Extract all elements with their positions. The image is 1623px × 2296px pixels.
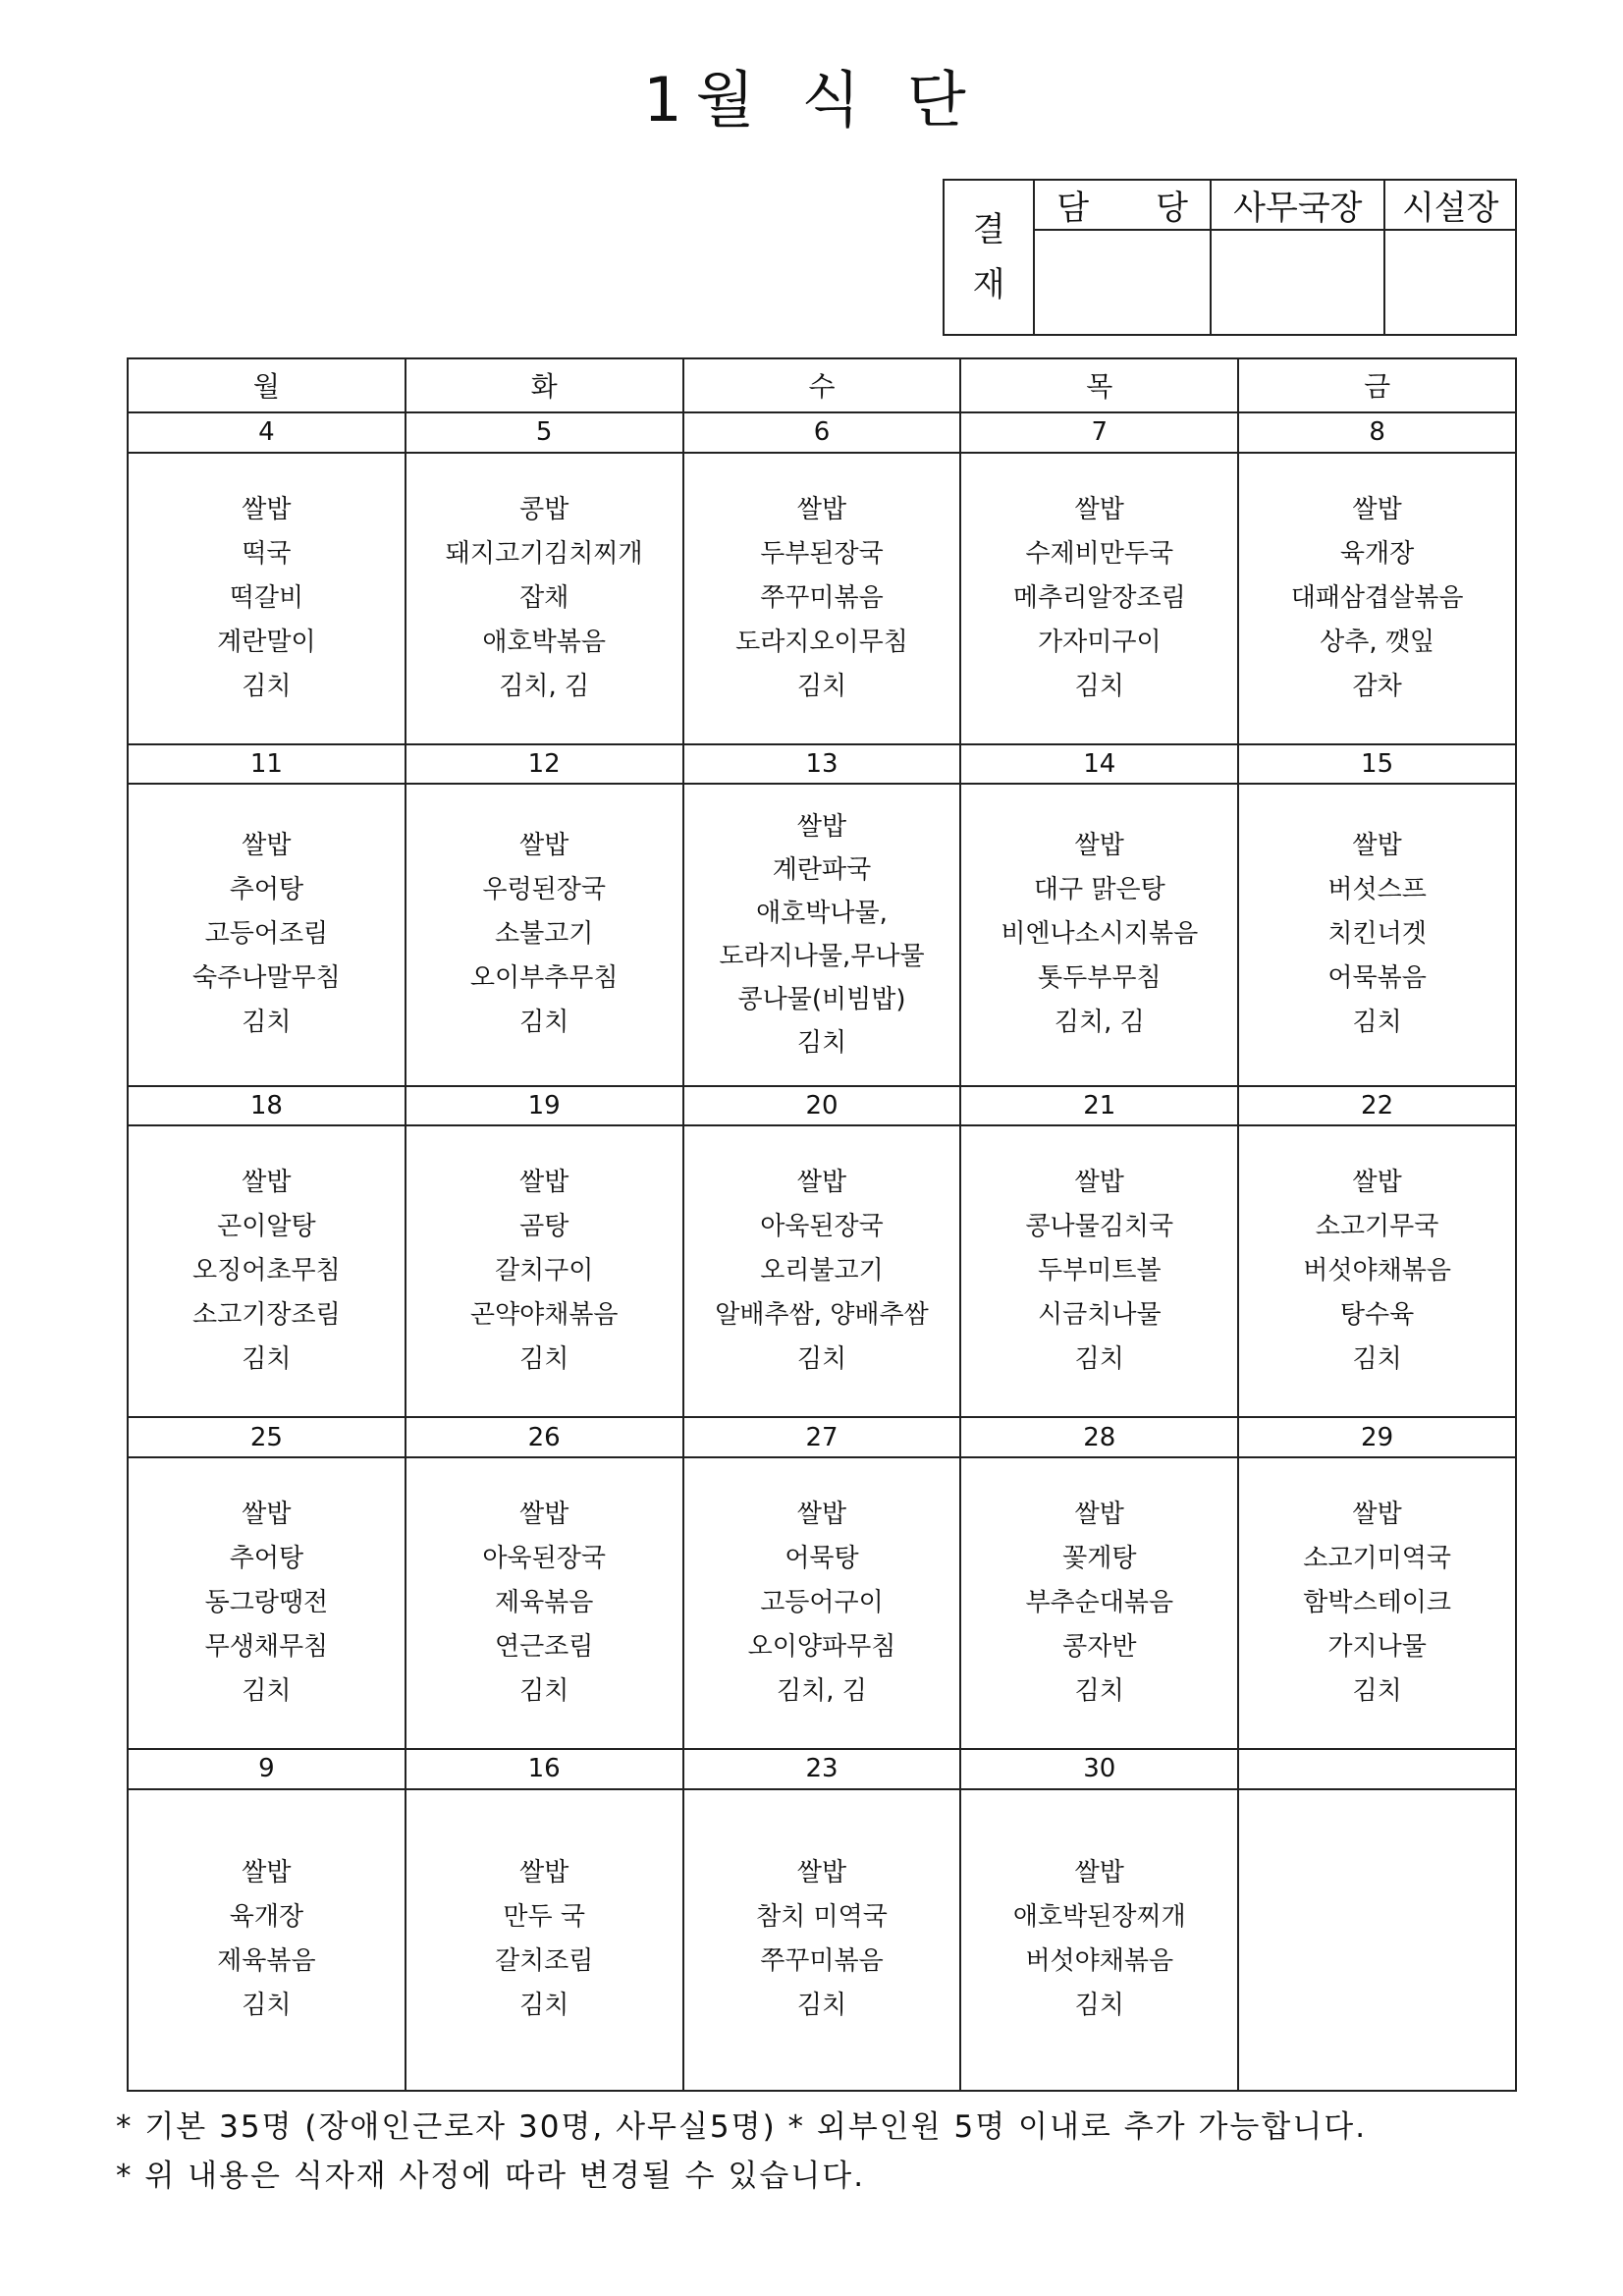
approval-role-secretary-general: 사무국장	[1211, 180, 1384, 230]
dish-item: 가자미구이	[1037, 627, 1162, 657]
dish-item: 제육볶음	[217, 1946, 316, 1977]
approval-box	[943, 179, 1517, 336]
approval-sign-manager	[1034, 230, 1211, 335]
dish-item: 톳두부무침	[1037, 963, 1162, 994]
dish-item: 무생채무침	[204, 1632, 329, 1662]
dish-list	[1239, 824, 1515, 1045]
dish-item: 추어탕	[229, 1544, 304, 1573]
dish-item: 아욱된장국	[482, 1544, 606, 1573]
weekday-wed: 수	[683, 358, 961, 412]
date-cell: 14	[960, 744, 1238, 785]
dish-item: 김치	[519, 1008, 569, 1038]
dish-item: 오리불고기	[760, 1256, 884, 1286]
meal-cell	[960, 1457, 1238, 1749]
date-cell: 18	[128, 1086, 406, 1126]
approval-role-manager: 담 당	[1034, 180, 1211, 230]
dish-item: 소고기무국	[1315, 1212, 1439, 1242]
dish-item: 소고기장조림	[192, 1300, 341, 1331]
dish-item: 애호박된장찌개	[1012, 1902, 1186, 1933]
weekday-header-row	[128, 358, 1516, 412]
meal-cell	[406, 1789, 683, 2091]
dish-item: 콩나물(비빔밥)	[737, 984, 906, 1014]
dish-item: 쌀밥	[1074, 1168, 1124, 1198]
dish-item: 쌀밥	[519, 1168, 569, 1198]
meal-cell	[128, 1125, 406, 1417]
dish-item: 김치, 김	[499, 671, 590, 701]
dish-list	[1239, 1161, 1515, 1382]
meal-cell	[128, 784, 406, 1085]
page-title: 1월 식 단	[643, 64, 980, 136]
dish-item: 추어탕	[229, 875, 304, 905]
dish-list	[684, 1161, 960, 1382]
dish-item: 김치	[1352, 1344, 1402, 1375]
dish-item: 오징어초무침	[192, 1256, 341, 1286]
meal-cell	[1238, 1125, 1516, 1417]
dish-item: 곤이알탕	[217, 1212, 316, 1242]
dish-item: 가지나물	[1327, 1632, 1427, 1662]
dish-item: 애호박나물,	[756, 898, 888, 928]
dish-item: 김치	[796, 1991, 847, 2021]
date-cell: 16	[406, 1749, 683, 1789]
approval-sign-director	[1384, 230, 1516, 335]
meal-row	[128, 1789, 1516, 2091]
approval-label	[944, 180, 1034, 335]
date-cell: 7	[960, 412, 1238, 453]
dish-item: 떡국	[242, 538, 292, 569]
dish-item: 비엔나소시지볶음	[1001, 919, 1199, 950]
dish-item: 김치	[796, 671, 847, 701]
weekday-tue: 화	[406, 358, 683, 412]
dish-item: 돼지고기김치찌개	[445, 538, 643, 569]
dish-item: 쌀밥	[519, 831, 569, 861]
dish-item: 두부된장국	[760, 538, 884, 569]
dish-item: 쌀밥	[796, 811, 847, 842]
meal-cell	[960, 784, 1238, 1085]
weekday-fri: 금	[1238, 358, 1516, 412]
dish-item: 쌀밥	[1074, 831, 1124, 861]
dish-item: 우렁된장국	[482, 875, 606, 905]
dish-list	[961, 1493, 1237, 1714]
dish-item: 오이부추무침	[469, 963, 619, 994]
dish-item: 쭈꾸미볶음	[760, 1946, 884, 1977]
menu-table	[127, 357, 1517, 2092]
dish-item: 제육볶음	[494, 1588, 594, 1617]
dish-item: 함박스테이크	[1303, 1588, 1451, 1617]
dish-item: 김치	[242, 1008, 292, 1038]
date-cell: 29	[1238, 1417, 1516, 1457]
dish-item: 계란말이	[217, 627, 316, 657]
dish-item: 버섯야채볶음	[1303, 1256, 1451, 1286]
meal-row	[128, 1125, 1516, 1417]
dish-item: 쌀밥	[796, 494, 847, 524]
date-cell: 11	[128, 744, 406, 785]
dish-item: 부추순대볶음	[1025, 1588, 1174, 1617]
dish-item: 육개장	[1339, 538, 1415, 569]
date-cell: 15	[1238, 744, 1516, 785]
meal-cell	[1238, 1789, 1516, 2091]
dish-item: 쌀밥	[519, 1500, 569, 1529]
note-change-notice: * 위 내용은 식자재 사정에 따라 변경될 수 있습니다.	[116, 2159, 866, 2194]
dish-item: 버섯스프	[1327, 875, 1427, 905]
approval-label-line2: 재	[972, 265, 1005, 304]
dish-item: 쌀밥	[1074, 494, 1124, 524]
dish-item: 콩자반	[1062, 1632, 1137, 1662]
dish-item: 쌀밥	[1352, 494, 1402, 524]
date-cell: 28	[960, 1417, 1238, 1457]
dish-item: 김치	[1074, 671, 1124, 701]
dish-item: 도라지나물,무나물	[719, 941, 925, 971]
meal-cell	[683, 1125, 961, 1417]
date-cell: 4	[128, 412, 406, 453]
dish-item: 대패삼겹살볶음	[1290, 582, 1464, 613]
date-row	[128, 1417, 1516, 1457]
dish-item: 고등어조림	[204, 919, 329, 950]
dish-item: 소불고기	[494, 919, 594, 950]
dish-item: 쌀밥	[242, 494, 292, 524]
dish-item: 버섯야채볶음	[1025, 1946, 1174, 1977]
dish-item: 김치, 김	[777, 1676, 867, 1706]
date-cell: 6	[683, 412, 961, 453]
dish-item: 김치	[242, 1676, 292, 1706]
dish-item: 쌀밥	[1352, 831, 1402, 861]
meal-cell	[683, 1789, 961, 2091]
date-cell: 20	[683, 1086, 961, 1126]
dish-item: 잡채	[519, 582, 569, 613]
dish-list	[961, 1851, 1237, 2028]
meal-cell	[1238, 1457, 1516, 1749]
dish-item: 쌀밥	[242, 1168, 292, 1198]
date-cell: 23	[683, 1749, 961, 1789]
dish-list	[406, 1161, 682, 1382]
dish-item: 쌀밥	[242, 1858, 292, 1888]
dish-item: 아욱된장국	[760, 1212, 884, 1242]
date-row	[128, 744, 1516, 785]
dish-item: 탕수육	[1339, 1300, 1415, 1331]
dish-item: 연근조림	[494, 1632, 594, 1662]
dish-item: 참치 미역국	[756, 1902, 888, 1933]
date-cell: 30	[960, 1749, 1238, 1789]
dish-list	[1239, 1493, 1515, 1714]
dish-item: 오이양파무침	[747, 1632, 896, 1662]
dish-item: 치킨너겟	[1327, 919, 1427, 950]
dish-list	[684, 805, 960, 1065]
dish-item: 쌀밥	[519, 1858, 569, 1888]
meal-cell	[406, 784, 683, 1085]
date-cell: 13	[683, 744, 961, 785]
dish-item: 김치	[242, 671, 292, 701]
dish-item: 숙주나말무침	[192, 963, 341, 994]
meal-row	[128, 1457, 1516, 1749]
date-cell: 12	[406, 744, 683, 785]
dish-item: 수제비만두국	[1025, 538, 1174, 569]
meal-cell	[1238, 784, 1516, 1085]
dish-list	[684, 488, 960, 709]
dish-list	[406, 1851, 682, 2028]
dish-item: 알배추쌈, 양배추쌈	[715, 1300, 929, 1331]
dish-item: 김치	[519, 1676, 569, 1706]
dish-item: 떡갈비	[229, 582, 304, 613]
meal-row	[128, 453, 1516, 744]
dish-item: 김치	[242, 1344, 292, 1375]
dish-item: 김치	[1074, 1991, 1124, 2021]
dish-item: 쌀밥	[796, 1168, 847, 1198]
meal-cell	[960, 1789, 1238, 2091]
dish-list	[129, 488, 405, 709]
date-cell: 22	[1238, 1086, 1516, 1126]
meal-row	[128, 784, 1516, 1085]
dish-list	[129, 824, 405, 1045]
meal-cell	[406, 453, 683, 744]
dish-item: 갈치조림	[494, 1946, 594, 1977]
dish-item: 쌀밥	[1352, 1168, 1402, 1198]
dish-item: 도라지오이무침	[735, 627, 908, 657]
dish-item: 김치	[242, 1991, 292, 2021]
weekday-thu: 목	[960, 358, 1238, 412]
date-cell: 25	[128, 1417, 406, 1457]
dish-item: 고등어구이	[760, 1588, 884, 1617]
date-cell: 19	[406, 1086, 683, 1126]
dish-list	[961, 1161, 1237, 1382]
date-cell: 5	[406, 412, 683, 453]
dish-list	[406, 824, 682, 1045]
date-cell	[1238, 1749, 1516, 1789]
approval-label-line1: 결	[972, 210, 1005, 249]
meal-cell	[406, 1125, 683, 1417]
meal-cell	[406, 1457, 683, 1749]
dish-item: 김치	[1074, 1676, 1124, 1706]
dish-list	[684, 1851, 960, 2028]
dish-item: 김치	[796, 1344, 847, 1375]
dish-item: 두부미트볼	[1037, 1256, 1162, 1286]
dish-item: 대구 맑은탕	[1033, 875, 1165, 905]
dish-item: 곰탕	[519, 1212, 569, 1242]
date-cell: 27	[683, 1417, 961, 1457]
date-row	[128, 412, 1516, 453]
dish-item: 상추, 깻잎	[1320, 627, 1435, 657]
dish-item: 쌀밥	[1352, 1500, 1402, 1529]
dish-item: 김치	[519, 1344, 569, 1375]
meal-cell	[1238, 453, 1516, 744]
dish-item: 김치	[1352, 1676, 1402, 1706]
dish-item: 어묵볶음	[1327, 963, 1427, 994]
dish-item: 동그랑땡전	[204, 1588, 329, 1617]
date-cell: 21	[960, 1086, 1238, 1126]
dish-item: 김치	[796, 1027, 847, 1058]
dish-item: 육개장	[229, 1902, 304, 1933]
date-cell: 26	[406, 1417, 683, 1457]
meal-cell	[683, 1457, 961, 1749]
meal-cell	[128, 1457, 406, 1749]
weekday-mon: 월	[128, 358, 406, 412]
dish-item: 김치, 김	[1054, 1008, 1145, 1038]
dish-list	[129, 1161, 405, 1382]
dish-item: 콩나물김치국	[1025, 1212, 1174, 1242]
dish-item: 어묵탕	[784, 1544, 859, 1573]
dish-item: 만두 국	[503, 1902, 585, 1933]
dish-list	[961, 488, 1237, 709]
dish-item: 갈치구이	[494, 1256, 594, 1286]
dish-list	[1239, 488, 1515, 709]
note-capacity: * 기본 35명 (장애인근로자 30명, 사무실5명) * 외부인원 5명 이내로 추가 가능합니다.	[116, 2109, 1368, 2145]
dish-item: 계란파국	[772, 854, 872, 885]
dish-item: 쌀밥	[1074, 1858, 1124, 1888]
dish-list	[406, 488, 682, 709]
dish-item: 쌀밥	[796, 1858, 847, 1888]
dish-item: 애호박볶음	[482, 627, 606, 657]
meal-cell	[128, 1789, 406, 2091]
meal-cell	[683, 453, 961, 744]
dish-item: 김치	[519, 1991, 569, 2021]
meal-cell	[683, 784, 961, 1085]
meal-cell	[960, 1125, 1238, 1417]
date-cell: 8	[1238, 412, 1516, 453]
dish-list	[129, 1851, 405, 2028]
dish-list	[406, 1493, 682, 1714]
dish-item: 쌀밥	[1074, 1500, 1124, 1529]
date-row	[128, 1086, 1516, 1126]
dish-item: 쌀밥	[242, 831, 292, 861]
dish-item: 시금치나물	[1037, 1300, 1162, 1331]
dish-item: 콩밥	[519, 494, 569, 524]
dish-item: 소고기미역국	[1303, 1544, 1451, 1573]
dish-item: 메추리알장조림	[1012, 582, 1186, 613]
date-cell: 9	[128, 1749, 406, 1789]
dish-item: 곤약야채볶음	[469, 1300, 619, 1331]
dish-item: 김치	[1074, 1344, 1124, 1375]
dish-item: 김치	[1352, 1008, 1402, 1038]
dish-item: 쌀밥	[242, 1500, 292, 1529]
approval-role-director: 시설장	[1384, 180, 1516, 230]
dish-item: 쭈꾸미볶음	[760, 582, 884, 613]
dish-item: 꽃게탕	[1062, 1544, 1137, 1573]
meal-cell	[128, 453, 406, 744]
dish-item: 쌀밥	[796, 1500, 847, 1529]
approval-sign-secretary-general	[1211, 230, 1384, 335]
dish-item: 감차	[1352, 671, 1402, 701]
dish-list	[961, 824, 1237, 1045]
dish-list	[684, 1493, 960, 1714]
dish-list	[129, 1493, 405, 1714]
date-row	[128, 1749, 1516, 1789]
meal-cell	[960, 453, 1238, 744]
